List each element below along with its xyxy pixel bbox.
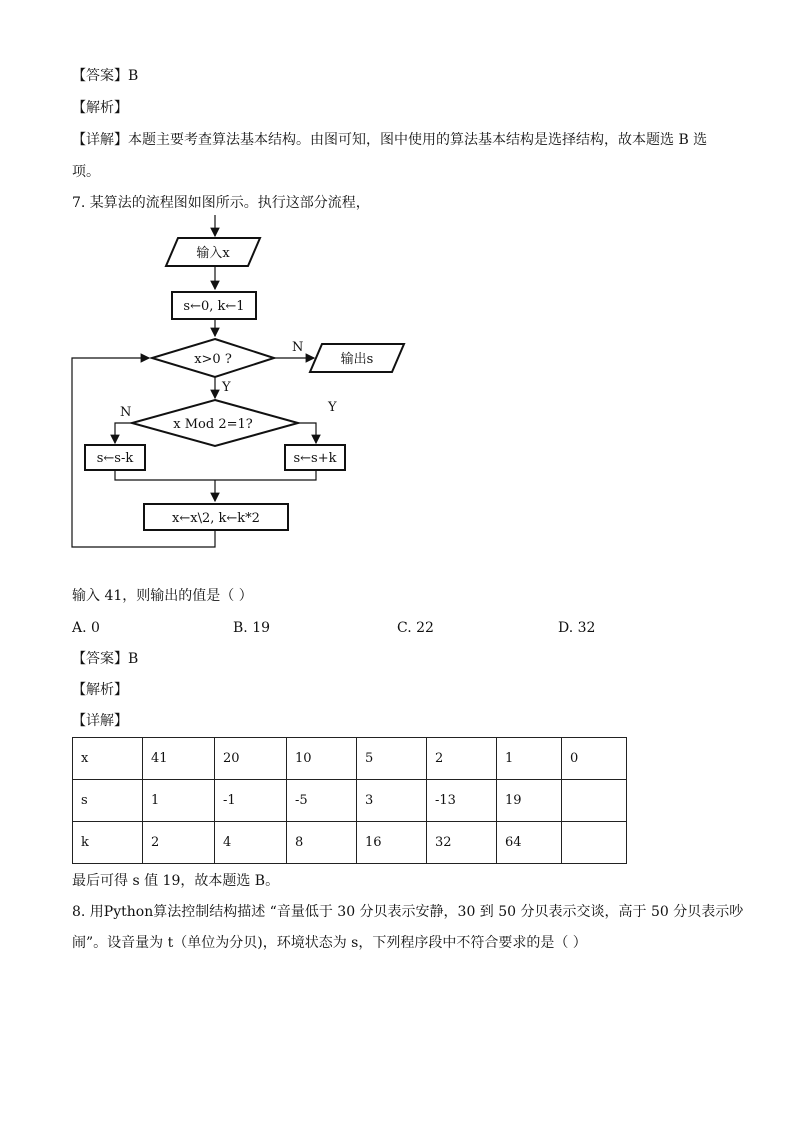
row-header-cell: s — [73, 780, 143, 822]
table-cell: 1 — [497, 738, 562, 780]
table-cell: 1 — [143, 780, 215, 822]
row-header-cell: k — [73, 822, 143, 864]
answer-line: 【答案】B — [72, 68, 139, 84]
flowchart — [60, 215, 420, 555]
table-cell: 5 — [357, 738, 427, 780]
detail-heading: 【详解】 — [72, 713, 128, 729]
row-header-cell: x — [73, 738, 143, 780]
question-7-stem: 7. 某算法的流程图如图所示。执行这部分流程， — [72, 195, 370, 211]
detail-line: 【详解】本题主要考查算法基本结构。由图可知，图中使用的算法基本结构是选择结构，故本题选 B 选 — [72, 132, 708, 148]
condition-odd-label: x Mod 2=1? — [173, 417, 253, 432]
table-cell: 16 — [357, 822, 427, 864]
table-cell: 0 — [562, 738, 627, 780]
table-cell: 32 — [427, 822, 497, 864]
analysis-heading: 【解析】 — [72, 100, 128, 116]
option-a: A. 0 — [72, 620, 100, 636]
option-b: B. 19 — [233, 620, 271, 636]
table-cell: 19 — [497, 780, 562, 822]
answer-line: 【答案】B — [72, 651, 139, 667]
option-d: D. 32 — [558, 620, 596, 636]
table-cell: 20 — [215, 738, 287, 780]
add-label: s←s+k — [293, 451, 337, 466]
table-cell: 10 — [287, 738, 357, 780]
table-cell: 64 — [497, 822, 562, 864]
init-label: s←0, k←1 — [183, 299, 245, 314]
question-7-prompt: 输入 41，则输出的值是（ ） — [72, 588, 253, 604]
table-cell: 2 — [143, 822, 215, 864]
table-cell: -5 — [287, 780, 357, 822]
table-row — [73, 822, 627, 864]
table-row — [73, 780, 627, 822]
table-cell: -1 — [215, 780, 287, 822]
table-cell: 2 — [427, 738, 497, 780]
yes-label-2: Y — [328, 400, 337, 415]
trace-table — [72, 737, 627, 864]
table-cell: 3 — [357, 780, 427, 822]
subtract-label: s←s-k — [96, 451, 134, 466]
table-row — [73, 738, 627, 780]
table-cell: -13 — [427, 780, 497, 822]
condition-x-positive-label: x>0 ? — [194, 352, 232, 367]
conclusion-line: 最后可得 s 值 19，故本题选 B。 — [72, 873, 280, 889]
input-label: 输入x — [196, 246, 230, 261]
table-cell: 8 — [287, 822, 357, 864]
table-cell — [562, 822, 627, 864]
question-8-line2: 闹”。设音量为 t（单位为分贝)，环境状态为 s，下列程序段中不符合要求的是（ ） — [72, 935, 587, 951]
table-cell: 4 — [215, 822, 287, 864]
output-label: 输出s — [340, 352, 374, 367]
question-8-line1: 8. 用Python算法控制结构描述 “音量低于 30 分贝表示安静，30 到 50 分贝表示交谈，高于 50 分贝表示吵 — [72, 904, 744, 920]
detail-line-cont: 项。 — [72, 164, 100, 180]
option-c: C. 22 — [397, 620, 434, 636]
update-label: x←x\2, k←k*2 — [172, 511, 260, 526]
table-cell — [562, 780, 627, 822]
analysis-heading: 【解析】 — [72, 682, 128, 698]
table-cell: 41 — [143, 738, 215, 780]
no-label-1: N — [292, 340, 304, 355]
yes-label-1: Y — [222, 380, 231, 395]
no-label-2: N — [120, 405, 132, 420]
